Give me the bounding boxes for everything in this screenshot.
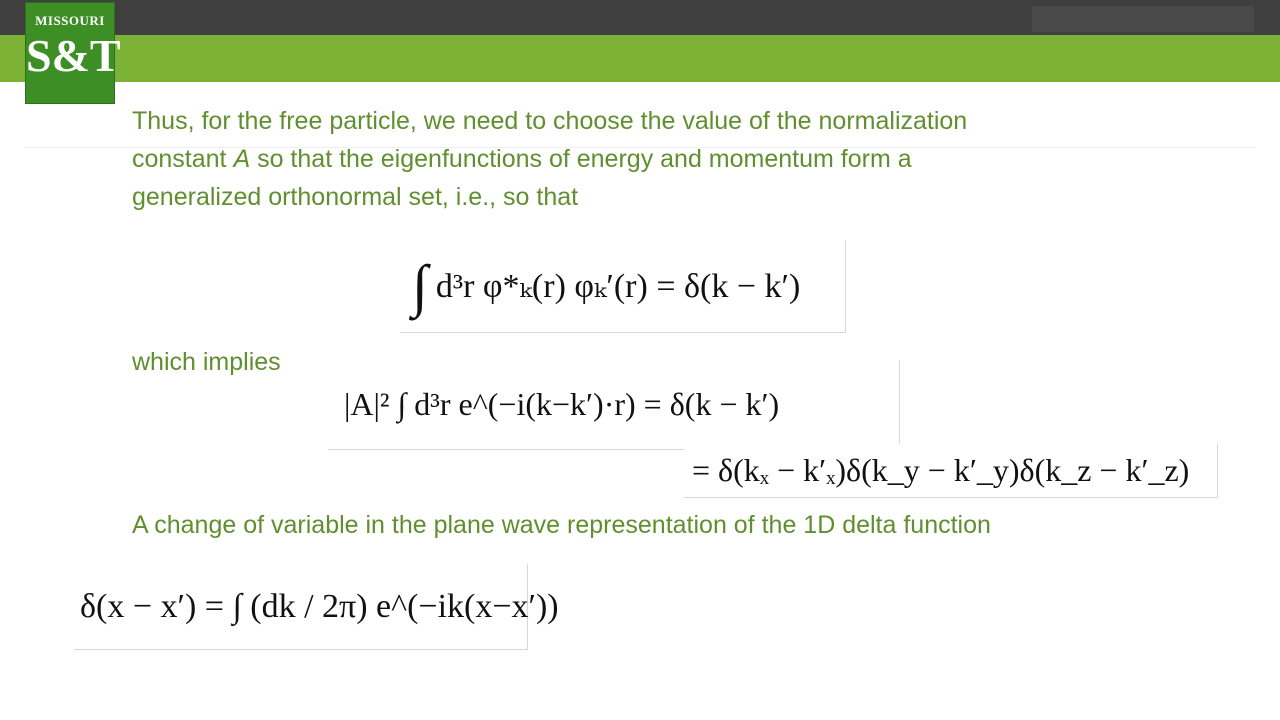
normalization-equation-top bbox=[328, 360, 900, 450]
equation-2-bottom-text: = δ(kₓ − k′ₓ)δ(k_y − k′_y)δ(k_z − k′_z) bbox=[692, 452, 1190, 488]
green-banner bbox=[0, 35, 1280, 82]
normalization-equation-bottom bbox=[684, 444, 1218, 498]
line2-pre: constant bbox=[132, 145, 234, 173]
equation-2-top-text: |A|² ∫ d³r e^(−i(k−k′)·r) = δ(k − k′) bbox=[344, 386, 780, 422]
intro-paragraph bbox=[132, 102, 967, 216]
equation-1-text: d³r φ*ₖ(r) φₖ′(r) = δ(k − k′) bbox=[435, 268, 801, 305]
paragraph-line-3: generalized orthonormal set, i.e., so that bbox=[132, 183, 579, 211]
change-of-variable-label: A change of variable in the plane wave representation of the 1D delta function bbox=[132, 511, 991, 539]
logo-text-big: S&T bbox=[26, 30, 121, 81]
which-implies-label: which implies bbox=[132, 348, 281, 376]
top-bar bbox=[0, 0, 1280, 35]
line2-post: so that the eigenfunctions of energy and momentum form a bbox=[250, 145, 912, 173]
integral-sign: ∫ bbox=[412, 253, 428, 318]
variable-A: A bbox=[233, 145, 251, 173]
orthonormality-equation bbox=[400, 240, 846, 333]
university-logo bbox=[25, 2, 121, 104]
logo-text-small: MISSOURI bbox=[35, 13, 105, 28]
delta-function-equation bbox=[74, 564, 559, 650]
equation-3-text: δ(x − x′) = ∫ (dk / 2π) e^(−ik(x−x′)) bbox=[80, 587, 559, 625]
paragraph-line-2 bbox=[132, 140, 967, 178]
top-bar-tab bbox=[1032, 6, 1254, 32]
paragraph-line-1: Thus, for the free particle, we need to choose the value of the normalization bbox=[132, 107, 968, 135]
